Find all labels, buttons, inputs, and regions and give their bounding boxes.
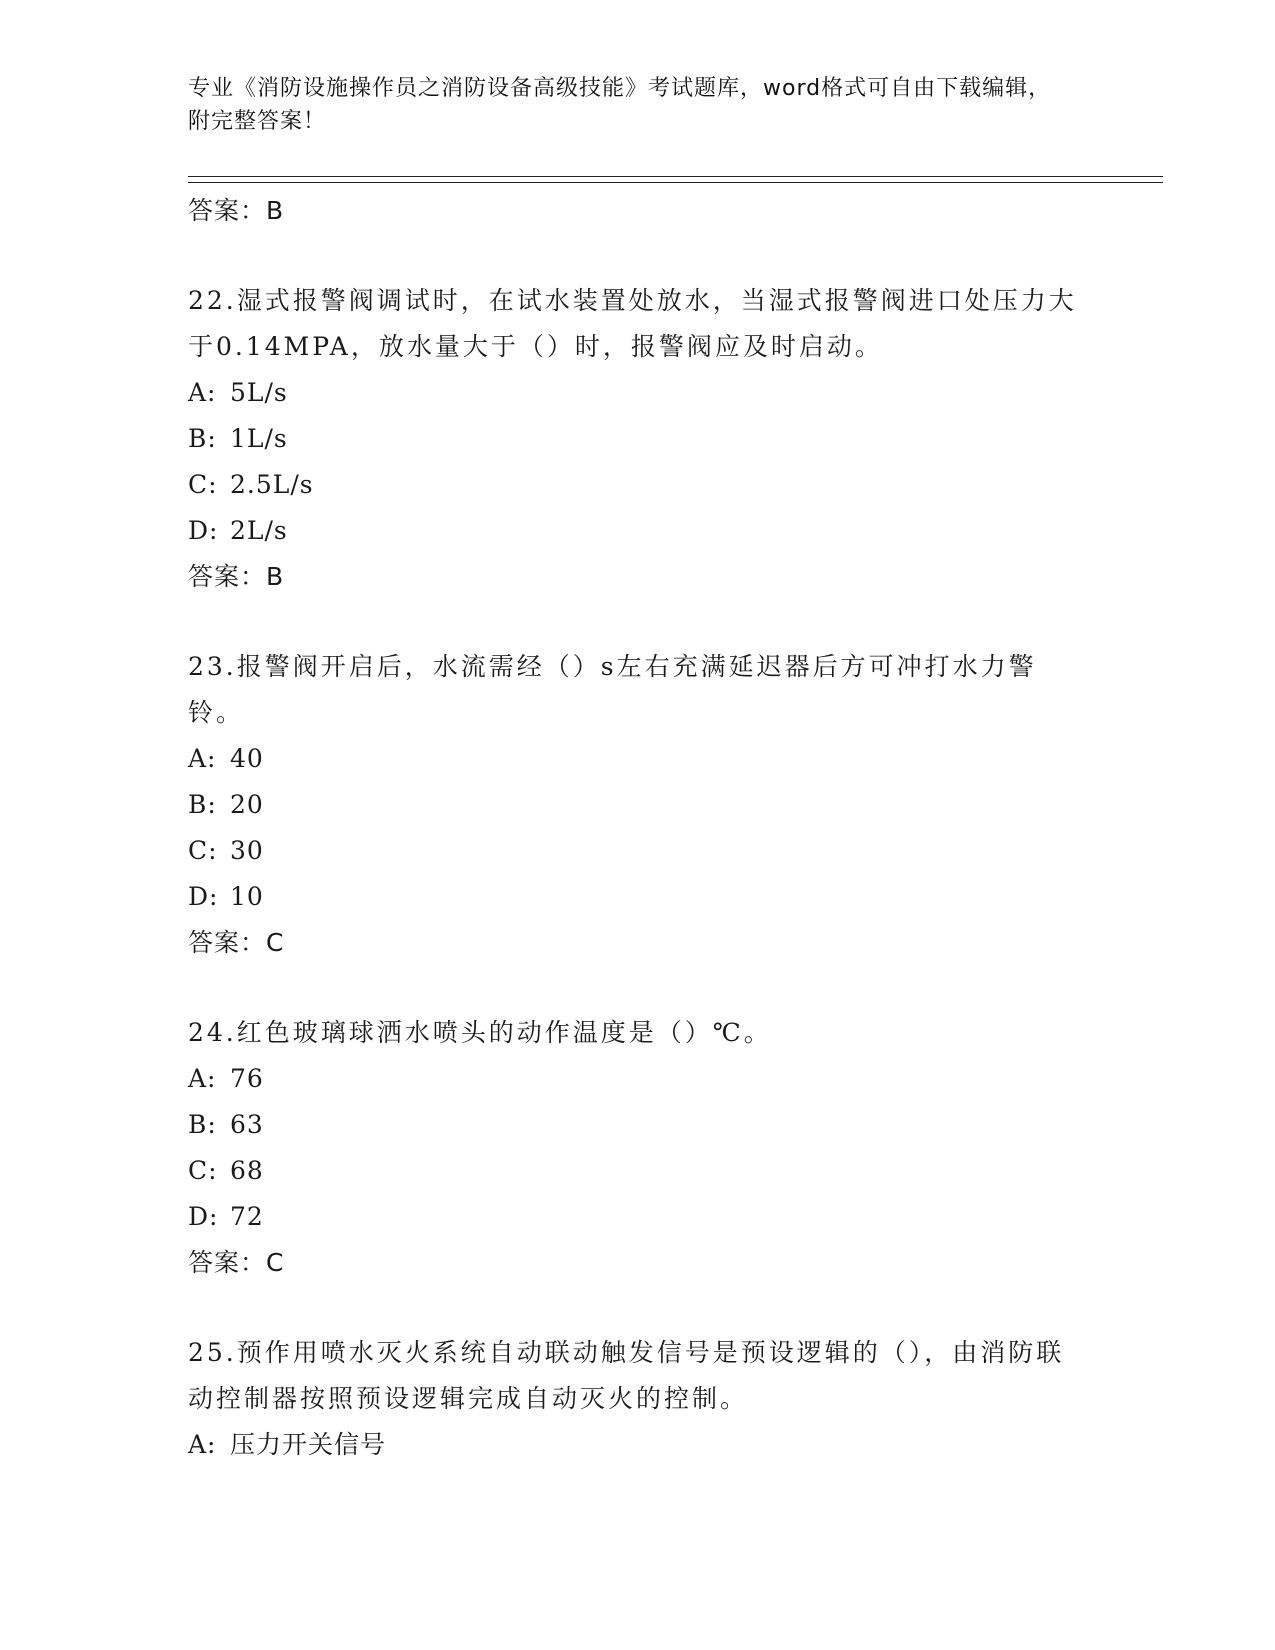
question-item <box>188 644 1078 966</box>
option-text: 30 <box>230 836 264 865</box>
option-text: 2L/s <box>230 516 288 545</box>
option-text: 1L/s <box>230 424 288 453</box>
question-stem: 22.湿式报警阀调试时，在试水装置处放水，当湿式报警阀进口处压力大于0.14MPA，放水量大于（）时，报警阀应及时启动。 <box>188 286 1077 361</box>
option-label: A: <box>188 744 217 773</box>
option-a <box>188 1422 1078 1468</box>
option-c <box>188 828 1078 874</box>
option-text: 压力开关信号 <box>230 1430 387 1459</box>
option-text: 20 <box>230 790 264 819</box>
option-label: B: <box>188 424 217 453</box>
option-label: B: <box>188 1110 217 1139</box>
option-c <box>188 462 1078 508</box>
question-item <box>188 1330 1078 1468</box>
answer-line: 答案：C <box>188 928 285 957</box>
question-item <box>188 1010 1078 1286</box>
option-text: 68 <box>230 1156 264 1185</box>
option-label: C: <box>188 1156 218 1185</box>
option-label: D: <box>188 882 219 911</box>
option-b <box>188 416 1078 462</box>
option-label: A: <box>188 1430 217 1459</box>
header-rule-top <box>188 176 1163 177</box>
option-label: D: <box>188 1202 219 1231</box>
option-text: 72 <box>230 1202 264 1231</box>
question-list <box>188 188 1078 1468</box>
option-label: A: <box>188 378 217 407</box>
option-label: B: <box>188 790 217 819</box>
answer-line: 答案：C <box>188 1248 285 1277</box>
answer-line: 答案：B <box>188 562 285 591</box>
option-text: 5L/s <box>230 378 288 407</box>
question-stem: 24.红色玻璃球洒水喷头的动作温度是（）℃。 <box>188 1018 772 1047</box>
option-label: A: <box>188 1064 217 1093</box>
option-d <box>188 874 1078 920</box>
option-a <box>188 736 1078 782</box>
option-a <box>188 1056 1078 1102</box>
header-rule-bottom <box>188 182 1163 183</box>
option-text: 40 <box>230 744 264 773</box>
option-b <box>188 782 1078 828</box>
document-header: 专业《消防设施操作员之消防设备高级技能》考试题库，word格式可自由下载编辑，附完整答案！ <box>188 76 1052 134</box>
question-item <box>188 278 1078 600</box>
option-label: D: <box>188 516 219 545</box>
option-d <box>188 508 1078 554</box>
previous-answer: 答案：B <box>188 196 285 225</box>
option-c <box>188 1148 1078 1194</box>
question-stem: 25.预作用喷水灭火系统自动联动触发信号是预设逻辑的（），由消防联动控制器按照预设逻辑完成自动灭火的控制。 <box>188 1338 1065 1413</box>
option-label: C: <box>188 836 218 865</box>
question-stem: 23.报警阀开启后，水流需经（）s左右充满延迟器后方可冲打水力警铃。 <box>188 652 1037 727</box>
option-text: 2.5L/s <box>230 470 314 499</box>
option-b <box>188 1102 1078 1148</box>
option-d <box>188 1194 1078 1240</box>
option-label: C: <box>188 470 218 499</box>
option-a <box>188 370 1078 416</box>
option-text: 10 <box>230 882 264 911</box>
option-text: 76 <box>230 1064 264 1093</box>
option-text: 63 <box>230 1110 264 1139</box>
